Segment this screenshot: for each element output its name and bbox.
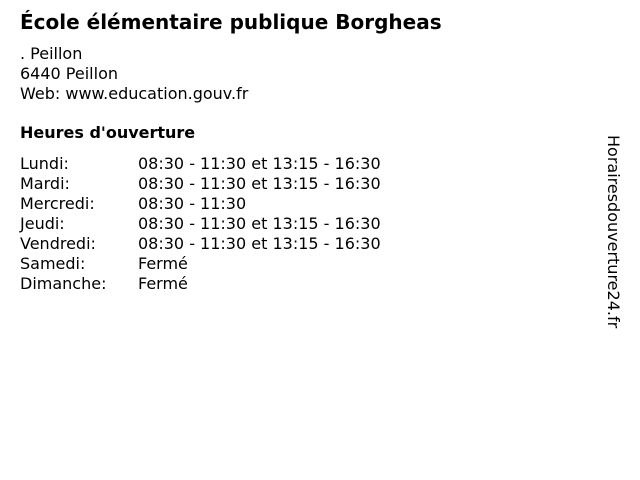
time-value: 08:30 - 11:30 et 13:15 - 16:30 bbox=[138, 234, 381, 253]
opening-hours-heading: Heures d'ouverture bbox=[20, 123, 196, 142]
time-value: Fermé bbox=[138, 254, 188, 273]
day-label: Samedi: bbox=[20, 254, 86, 273]
page-title: École élémentaire publique Borgheas bbox=[20, 10, 442, 34]
address-block bbox=[20, 44, 248, 104]
time-value: 08:30 - 11:30 et 13:15 - 16:30 bbox=[138, 174, 381, 193]
site-brand-vertical: Horairesdouverture24.fr bbox=[604, 135, 623, 329]
address-line-street: . Peillon bbox=[20, 44, 83, 63]
time-value: Fermé bbox=[138, 274, 188, 293]
time-value: 08:30 - 11:30 et 13:15 - 16:30 bbox=[138, 214, 381, 233]
time-value: 08:30 - 11:30 et 13:15 - 16:30 bbox=[138, 154, 381, 173]
day-label: Jeudi: bbox=[20, 214, 65, 233]
day-label: Vendredi: bbox=[20, 234, 96, 253]
day-label: Mercredi: bbox=[20, 194, 95, 213]
day-label: Dimanche: bbox=[20, 274, 107, 293]
day-label: Mardi: bbox=[20, 174, 70, 193]
website-line[interactable]: Web: www.education.gouv.fr bbox=[20, 84, 249, 103]
day-label: Lundi: bbox=[20, 154, 69, 173]
address-line-city: 6440 Peillon bbox=[20, 64, 118, 83]
time-value: 08:30 - 11:30 bbox=[138, 194, 247, 213]
